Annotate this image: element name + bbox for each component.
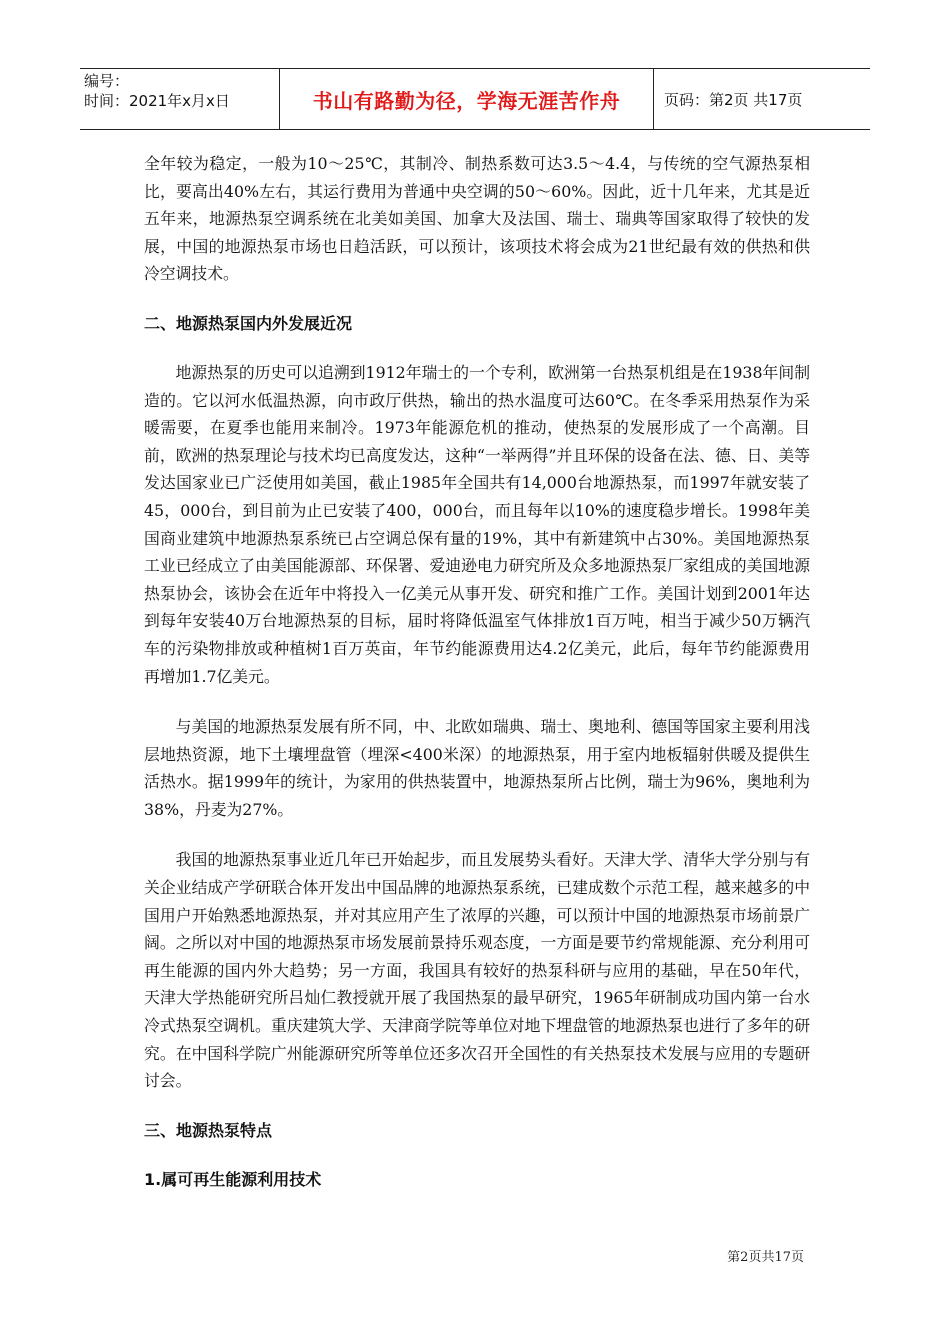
header-meta (80, 69, 280, 129)
number-label: 编号： (84, 72, 130, 90)
page-footer: 第2页共17页 (727, 1250, 804, 1265)
section-heading-3: 三、地源热泵特点 (144, 1120, 273, 1140)
header-motto: 书山有路勤为径，学海无涯苦作舟 (280, 69, 654, 129)
page-header (80, 68, 870, 130)
paragraph-europe: 与美国的地源热泵发展有所不同，中、北欧如瑞典、瑞士、奥地利、德国等国家主要利用浅层地热资源，地下土壤埋盘管（埋深<400米深）的地源热泵，用于室内地板辐射供暖及提供生活热水。据1999年的统计，为家用的供热装置中，地源热泵所占比例，瑞士为96%，奥地利为38%，丹麦为27%。 (144, 717, 810, 819)
date-label: 时间：2021年x月x日 (84, 92, 230, 110)
document-body (144, 150, 810, 1193)
header-page-info: 页码：第2页 共17页 (664, 90, 803, 109)
paragraph-intro: 全年较为稳定，一般为10～25℃，其制冷、制热系数可达3.5～4.4，与传统的空气源热泵相比，要高出40%左右，其运行费用为普通中央空调的50～60%。因此，近十几年来，尤其是近五年来，地源热泵空调系统在北美如美国、加拿大及法国、瑞士、瑞典等国家取得了较快的发展，中国的地源热泵市场也日趋活跃，可以预计，该项技术将会成为21世纪最有效的供热和供冷空调技术。 (144, 154, 810, 284)
paragraph-china: 我国的地源热泵事业近几年已开始起步，而且发展势头看好。天津大学、清华大学分别与有关企业结成产学研联合体开发出中国品牌的地源热泵系统，已建成数个示范工程，越来越多的中国用户开始熟悉地源热泵，并对其应用产生了浓厚的兴趣，可以预计中国的地源热泵市场前景广阔。之所以对中国的地源热泵市场发展前景持乐观态度，一方面是要节约常规能源、充分利用可再生能源的国内外大趋势；另一方面，我国具有较好的热泵科研与应用的基础，早在50年代，天津大学热能研究所吕灿仁教授就开展了我国热泵的最早研究，1965年研制成功国内第一台水冷式热泵空调机。重庆建筑大学、天津商学院等单位对地下埋盘管的地源热泵也进行了多年的研究。在中国科学院广州能源研究所等单位还多次召开全国性的有关热泵技术发展与应用的专题研讨会。 (144, 850, 810, 1091)
paragraph-history: 地源热泵的历史可以追溯到1912年瑞士的一个专利，欧洲第一台热泵机组是在1938年间制造的。它以河水低温热源，向市政厅供热，输出的热水温度可达60℃。在冬季采用热泵作为采暖需要，在夏季也能用来制冷。1973年能源危机的推动，使热泵的发展形成了一个高潮。目前，欧洲的热泵理论与技术均已高度发达，这种“一举两得”并且环保的设备在法、德、日、美等发达国家业已广泛使用如美国，截止1985年全国共有14,000台地源热泵，而1997年就安装了45，000台，到目前为止已安装了400，000台，而且每年以10%的速度稳步增长。1998年美国商业建筑中地源热泵系统已占空调总保有量的19%，其中有新建筑中占30%。美国地源热泵工业已经成立了由美国能源部、环保署、爱迪逊电力研究所及众多地源热泵厂家组成的美国地源热泵协会，该协会在近年中将投入一亿美元从事开发、研究和推广工作。美国计划到2001年达到每年安装40万台地源热泵的目标，届时将降低温室气体排放1百万吨，相当于减少50万辆汽车的污染物排放或种植树1百万英亩，年节约能源费用达4.2亿美元，此后，每年节约能源费用再增加1.7亿美元。 (144, 362, 810, 686)
section-heading-2: 二、地源热泵国内外发展近况 (144, 313, 353, 333)
subsection-heading-3-1: 1.属可再生能源利用技术 (144, 1169, 322, 1189)
